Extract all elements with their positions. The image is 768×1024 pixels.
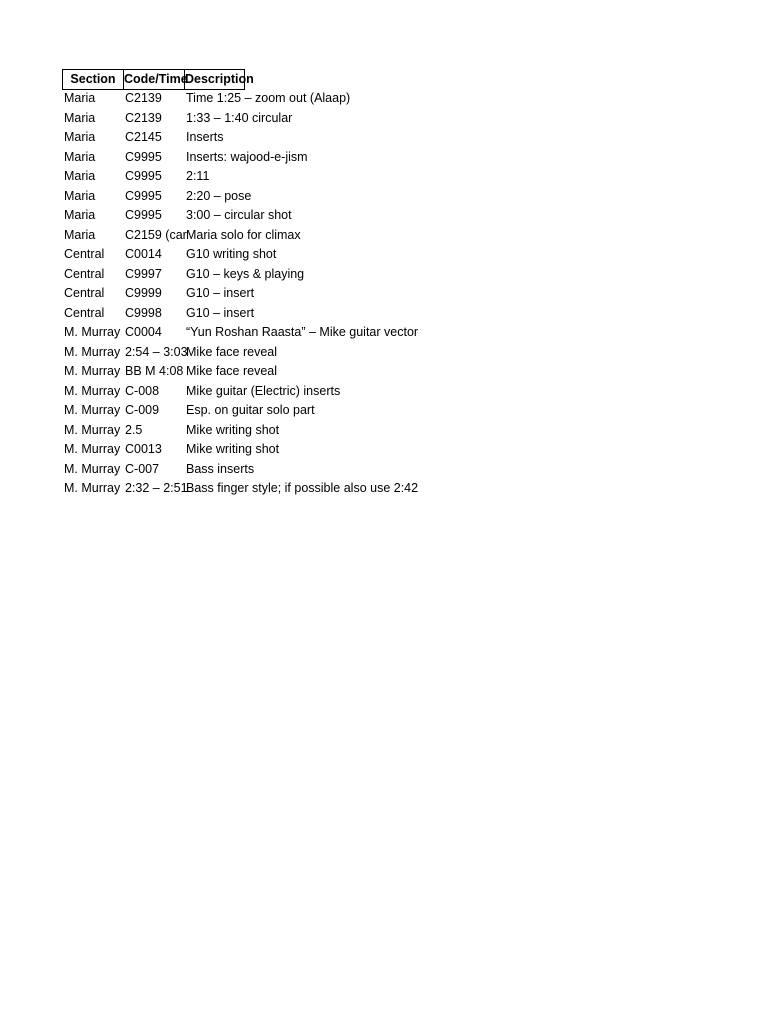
code-time-cell[interactable]: C9995: [125, 188, 162, 203]
description-cell[interactable]: 2:11: [186, 169, 210, 183]
table-row: [62, 167, 462, 187]
table-row: [62, 421, 462, 441]
description-cell[interactable]: 1:33 – 1:40 circular: [186, 110, 293, 125]
section-cell[interactable]: Central: [64, 286, 105, 300]
table-row: [62, 226, 462, 246]
description-cell[interactable]: Maria solo for climax: [186, 227, 301, 242]
table-row: [62, 382, 462, 402]
section-cell[interactable]: M. Murray: [64, 481, 121, 495]
section-cell[interactable]: M. Murray: [64, 442, 121, 456]
table-row: [62, 109, 462, 129]
code-time-cell[interactable]: C0004: [125, 325, 162, 339]
description-cell[interactable]: G10 – keys & playing: [186, 266, 305, 281]
code-time-cell[interactable]: C2139: [125, 110, 162, 125]
section-cell[interactable]: Maria: [64, 130, 96, 144]
description-cell[interactable]: G10 writing shot: [186, 247, 277, 261]
code-time-cell[interactable]: 2:54 – 3:03: [125, 344, 188, 359]
description-cell[interactable]: Time 1:25 – zoom out (Alaap): [186, 91, 351, 105]
table-row: [62, 89, 462, 109]
section-cell[interactable]: Maria: [64, 188, 96, 203]
description-cell[interactable]: G10 – insert: [186, 305, 255, 320]
code-time-cell[interactable]: C0013: [125, 442, 162, 456]
table-row: [62, 304, 462, 324]
section-cell[interactable]: Maria: [64, 91, 96, 105]
table-row: [62, 284, 462, 304]
section-cell[interactable]: Maria: [64, 208, 96, 222]
description-cell[interactable]: Inserts: wajood-e-jism: [186, 149, 308, 164]
table-row: [62, 440, 462, 460]
header-section[interactable]: Section: [62, 69, 124, 90]
code-time-cell[interactable]: C2139: [125, 91, 162, 105]
section-cell[interactable]: M. Murray: [64, 325, 121, 339]
header-row: [62, 68, 462, 89]
code-time-cell[interactable]: C-009: [125, 403, 160, 417]
section-cell[interactable]: M. Murray: [64, 364, 121, 378]
table-row: [62, 460, 462, 480]
description-cell[interactable]: Bass finger style; if possible also use 2:42: [186, 481, 419, 495]
description-cell[interactable]: Inserts: [186, 130, 224, 144]
code-time-cell[interactable]: C9998: [125, 305, 162, 320]
section-cell[interactable]: Central: [64, 266, 105, 281]
table-row: [62, 148, 462, 168]
description-cell[interactable]: “Yun Roshan Raasta” – Mike guitar vector: [186, 325, 419, 339]
code-time-cell[interactable]: C9995: [125, 149, 162, 164]
description-cell[interactable]: Mike face reveal: [186, 364, 278, 378]
description-cell[interactable]: Mike face reveal: [186, 344, 278, 359]
table-row: [62, 265, 462, 285]
description-cell[interactable]: Mike writing shot: [186, 422, 280, 437]
table-row: [62, 362, 462, 382]
description-cell[interactable]: Mike guitar (Electric) inserts: [186, 383, 341, 398]
code-time-cell[interactable]: 2.5: [125, 422, 143, 437]
code-time-cell[interactable]: C9997: [125, 266, 162, 281]
code-time-cell[interactable]: C0014: [125, 247, 162, 261]
header-code-time[interactable]: Code/Time: [123, 69, 185, 90]
spreadsheet-table: [62, 68, 462, 499]
table-row: [62, 245, 462, 265]
description-cell[interactable]: 3:00 – circular shot: [186, 208, 292, 222]
code-time-cell[interactable]: BB M 4:08: [125, 364, 184, 378]
code-time-cell[interactable]: C9995: [125, 208, 162, 222]
section-cell[interactable]: M. Murray: [64, 403, 121, 417]
table-body: [62, 89, 462, 499]
description-cell[interactable]: Mike writing shot: [186, 442, 280, 456]
description-cell[interactable]: 2:20 – pose: [186, 188, 252, 203]
table-row: [62, 343, 462, 363]
code-time-cell[interactable]: C-007: [125, 461, 160, 476]
description-cell[interactable]: Esp. on guitar solo part: [186, 403, 315, 417]
section-cell[interactable]: Maria: [64, 227, 96, 242]
table-row: [62, 479, 462, 499]
section-cell[interactable]: Maria: [64, 149, 96, 164]
section-cell[interactable]: M. Murray: [64, 344, 121, 359]
code-time-cell[interactable]: C2159 (car: [125, 227, 187, 242]
section-cell[interactable]: Central: [64, 247, 105, 261]
code-time-cell[interactable]: C9999: [125, 286, 162, 300]
table-row: [62, 206, 462, 226]
header-description[interactable]: Description: [184, 69, 245, 90]
section-cell[interactable]: M. Murray: [64, 383, 121, 398]
code-time-cell[interactable]: C-008: [125, 383, 160, 398]
table-row: [62, 187, 462, 207]
code-time-cell[interactable]: C2145: [125, 130, 162, 144]
section-cell[interactable]: Maria: [64, 110, 96, 125]
section-cell[interactable]: Maria: [64, 169, 96, 183]
code-time-cell[interactable]: C9995: [125, 169, 162, 183]
section-cell[interactable]: M. Murray: [64, 422, 121, 437]
section-cell[interactable]: M. Murray: [64, 461, 121, 476]
table-row: [62, 401, 462, 421]
code-time-cell[interactable]: 2:32 – 2:51: [125, 481, 188, 495]
description-cell[interactable]: Bass inserts: [186, 461, 255, 476]
table-row: [62, 128, 462, 148]
table-row: [62, 323, 462, 343]
description-cell[interactable]: G10 – insert: [186, 286, 255, 300]
section-cell[interactable]: Central: [64, 305, 105, 320]
